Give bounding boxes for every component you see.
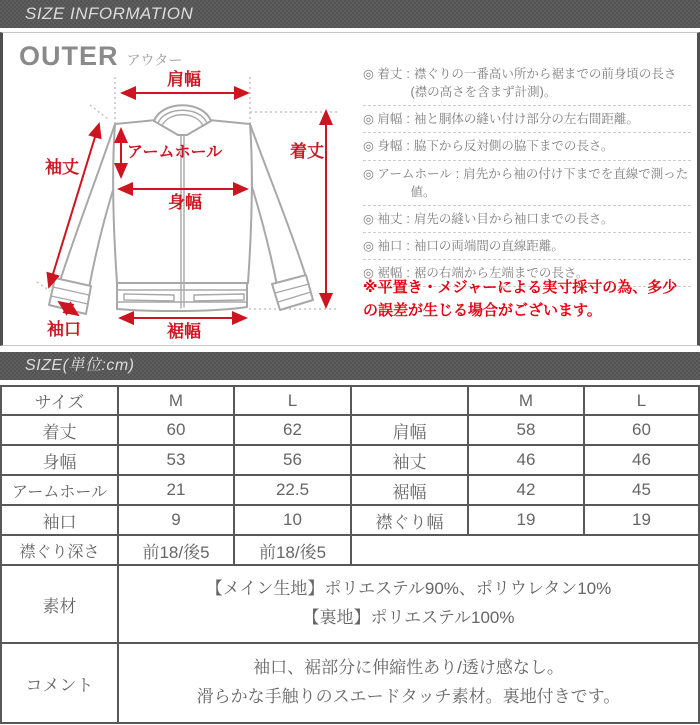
comment-line: 滑らかな手触りのスエードタッチ素材。裏地付きです。 — [196, 687, 621, 706]
size-col-header: M — [118, 386, 234, 415]
size-col-header — [351, 386, 468, 415]
comment-content-cell — [118, 643, 699, 723]
diagram-label-body-width: 身幅 — [168, 193, 202, 212]
definition-hem: ◎ 裾幅 : 裾の右端から左端までの長さ。 — [363, 260, 691, 287]
bullet-icon: ◎ — [363, 266, 374, 280]
table-row — [1, 445, 699, 475]
measure-value-cell: 19 — [468, 505, 584, 535]
measure-value-cell: 53 — [118, 445, 234, 475]
measure-value-cell: 9 — [118, 505, 234, 535]
measure-label-cell: 袖丈 — [351, 445, 468, 475]
table-row — [1, 475, 699, 505]
bullet-icon: ◎ — [363, 166, 374, 181]
definition-desc: 肩先の縫い目から袖口までの長さ。 — [413, 211, 614, 226]
measure-value-cell: 60 — [584, 415, 699, 445]
definition-armhole: ◎ アームホール : 肩先から袖の付け下までを直線で測った値。 — [363, 161, 691, 206]
measure-value-cell: 58 — [468, 415, 584, 445]
measurement-disclaimer: ※平置き・メジャーによる実寸採寸の為、多少の誤差が生じる場合がございます。 — [363, 279, 678, 320]
measure-value-cell: 60 — [118, 415, 234, 445]
definition-desc: 肩先から袖の付け下までを直線で測った値。 — [410, 166, 689, 199]
jacket-diagram-svg — [3, 69, 355, 345]
measure-label-cell: 身幅 — [1, 445, 118, 475]
size-table-header-row — [1, 386, 699, 415]
definition-desc: 脇下から反対側の脇下までの長さ。 — [413, 139, 614, 154]
measure-value-cell: 前18/後5 — [234, 535, 351, 565]
size-table — [0, 385, 700, 724]
table-row — [1, 535, 699, 565]
diagram-label-length: 着丈 — [290, 142, 324, 161]
diagram-label-shoulder-width: 肩幅 — [167, 70, 201, 89]
bullet-icon: ◎ — [363, 67, 374, 81]
measure-value-cell: 22.5 — [234, 475, 351, 505]
definition-term: 袖口 — [377, 238, 403, 253]
definition-term: 着丈 — [377, 67, 403, 81]
measure-label-cell: 裾幅 — [351, 475, 468, 505]
size-col-header: L — [584, 386, 699, 415]
outer-title: OUTER — [19, 41, 119, 71]
size-table-bar — [0, 352, 700, 380]
outer-heading — [19, 41, 182, 72]
diagram-label-armhole: アームホール — [127, 144, 223, 161]
definition-desc: 裾の右端から左端までの長さ。 — [413, 266, 589, 280]
size-information-bar — [0, 0, 700, 28]
bullet-icon: ◎ — [363, 238, 374, 253]
measure-value-cell: 前18/後5 — [118, 535, 234, 565]
definition-length: ◎ 着丈 : 襟ぐりの一番高い所から裾までの前身頃の長さ(襟の高さを含まず計測)。 — [363, 61, 691, 106]
diagram-label-cuff-width: 袖口 — [47, 320, 81, 339]
size-col-header: M — [468, 386, 584, 415]
table-row — [1, 505, 699, 535]
size-table-title: SIZE(単位:cm) — [25, 357, 135, 374]
material-label-cell: 素材 — [1, 565, 118, 643]
bullet-icon: ◎ — [363, 112, 374, 127]
bullet-icon: ◎ — [363, 139, 374, 154]
measure-value-cell: 45 — [584, 475, 699, 505]
material-line: 【裏地】ポリエステル100% — [302, 608, 515, 627]
measure-value-cell: 10 — [234, 505, 351, 535]
empty-cell — [351, 535, 699, 565]
size-col-header: L — [234, 386, 351, 415]
definition-term: 肩幅 — [377, 112, 403, 127]
bullet-icon: ◎ — [363, 211, 374, 226]
measure-label-cell: 着丈 — [1, 415, 118, 445]
definition-term: 身幅 — [377, 139, 403, 154]
measure-label-cell: アームホール — [1, 475, 118, 505]
diagram-label-hem-width: 裾幅 — [167, 322, 201, 341]
definition-term: 袖丈 — [377, 211, 403, 226]
measure-label-cell: 襟ぐり深さ — [1, 535, 118, 565]
definition-desc: 袖口の両端間の直線距離。 — [413, 238, 564, 253]
measure-label-cell: 袖口 — [1, 505, 118, 535]
measure-value-cell: 42 — [468, 475, 584, 505]
size-guide-panel — [0, 32, 700, 346]
measure-value-cell: 56 — [234, 445, 351, 475]
outer-subtitle: アウター — [126, 52, 183, 68]
diagram-label-sleeve-length: 袖丈 — [45, 158, 79, 177]
definition-shoulder: ◎ 肩幅 : 袖と胴体の縫い付け部分の左右間距離。 — [363, 106, 691, 133]
table-row — [1, 415, 699, 445]
definition-desc: 襟ぐりの一番高い所から裾までの前身頃の長さ(襟の高さを含まず計測)。 — [410, 67, 677, 100]
definition-body-width: ◎ 身幅 : 脇下から反対側の脇下までの長さ。 — [363, 133, 691, 160]
measurement-definitions — [363, 61, 691, 287]
material-line: 【メイン生地】ポリエステル90%、ポリウレタン10% — [205, 579, 612, 599]
measure-value-cell: 19 — [584, 505, 699, 535]
measure-value-cell: 46 — [468, 445, 584, 475]
comment-line: 袖口、裾部分に伸縮性あり/透け感なし。 — [253, 658, 564, 678]
comment-row — [1, 643, 699, 723]
size-information-title: SIZE INFORMATION — [25, 4, 194, 23]
definition-sleeve-length: ◎ 袖丈 : 肩先の縫い目から袖口までの長さ。 — [363, 206, 691, 233]
material-content-cell — [118, 565, 699, 643]
measure-label-cell: 襟ぐり幅 — [351, 505, 468, 535]
measure-value-cell: 62 — [234, 415, 351, 445]
definition-cuff: ◎ 袖口 : 袖口の両端間の直線距離。 — [363, 233, 691, 260]
measure-label-cell: 肩幅 — [351, 415, 468, 445]
definition-term: 裾幅 — [377, 266, 403, 280]
comment-label-cell: コメント — [1, 643, 118, 723]
measure-value-cell: 46 — [584, 445, 699, 475]
measure-value-cell: 21 — [118, 475, 234, 505]
definition-desc: 袖と胴体の縫い付け部分の左右間距離。 — [413, 112, 639, 127]
size-col-header: サイズ — [1, 386, 118, 415]
garment-measurement-diagram — [3, 69, 355, 345]
definition-term: アームホール — [377, 166, 452, 181]
material-row — [1, 565, 699, 643]
